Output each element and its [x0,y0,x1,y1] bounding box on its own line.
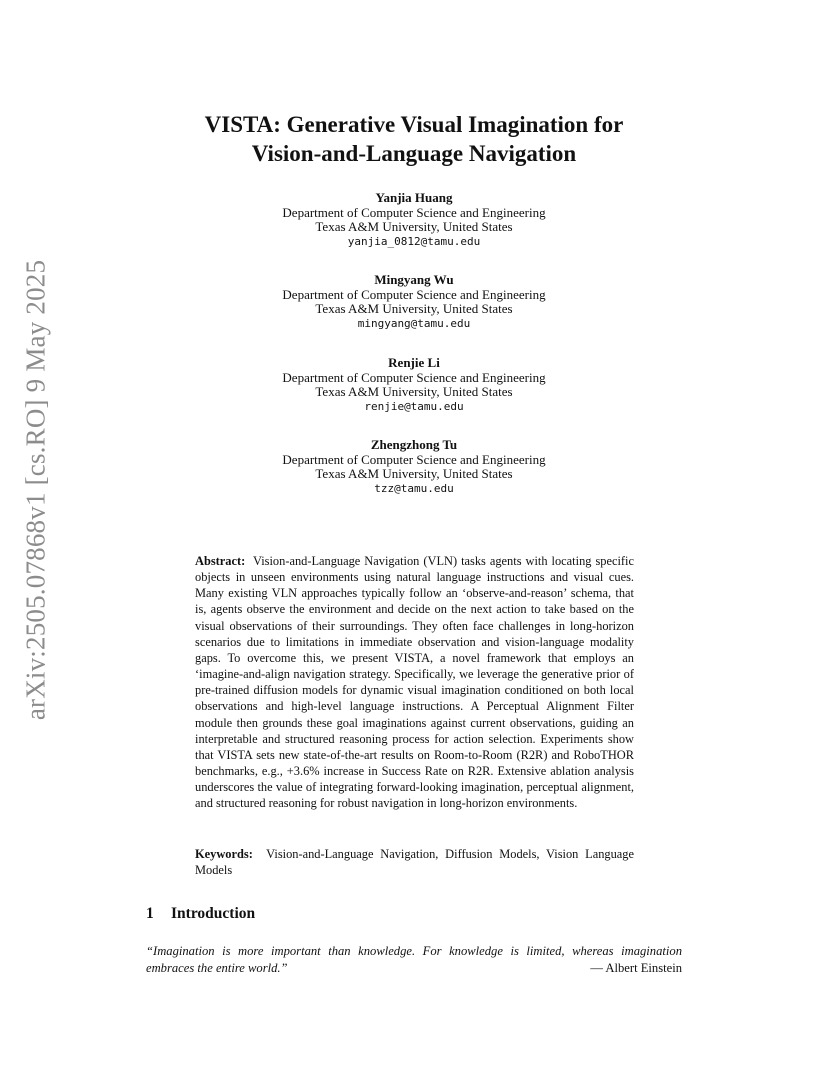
author-email: renjie@tamu.edu [364,400,464,414]
section-title: Introduction [171,905,256,922]
keywords-label: Keywords: [195,847,253,861]
author-email: mingyang@tamu.edu [357,317,471,331]
author-name: Mingyang Wu [374,272,454,287]
author-block [0,438,828,497]
abstract [195,553,634,812]
author-name: Renjie Li [388,355,440,370]
quote-text: “Imagination is more important than knowledge. For knowledge is limited, whereas imagination embraces the entire world.” [146,944,682,975]
epigraph-quote [146,943,682,976]
author-department: Department of Computer Science and Engineering [282,451,546,467]
author-affiliation: Texas A&M University, United States [315,466,513,482]
title-line-2: Vision-and-Language Navigation [251,141,577,166]
abstract-text: Vision-and-Language Navigation (VLN) tasks agents with locating specific objects in unseen environments using natural language instructions and visual cues. Many existing VLN approaches typically follow an ‘observe-and-reason’ schema, that is, agents observe the environment and decide on the next action to take based on the visual observations of their surroundings. They often face challenges in long-horizon scenarios due to limitations in immediate observation and vision-language modality gaps. To overcome this, we present VISTA, a novel framework that employs an ‘imagine-and-align navigation strategy. Specifically, we leverage the generative prior of pre-trained diffusion models for dynamic visual imagination conditioned on both local observations and high-level language instructions. A Perceptual Alignment Filter module then grounds these goal imaginations against current observations, guiding an interpretable and structured reasoning process for action selection. Experiments show that VISTA sets new state-of-the-art results on Room-to-Room (R2R) and RoboTHOR benchmarks, e.g., +3.6% increase in Success Rate on R2R. Extensive ablation analysis underscores the value of integrating forward-looking imagination, perceptual alignment, and structured reasoning for robust navigation in long-horizon environments. [195,554,634,811]
abstract-label: Abstract: [195,554,246,568]
author-department: Department of Computer Science and Engineering [282,204,546,220]
quote-attribution: — Albert Einstein [590,960,682,975]
author-block [0,273,828,332]
section-number: 1 [146,905,154,922]
author-affiliation: Texas A&M University, United States [315,384,513,400]
section-heading-introduction [146,905,255,923]
author-block [0,191,828,250]
title-line-1: VISTA: Generative Visual Imagination for [204,112,624,137]
author-block [0,356,828,415]
author-name: Yanjia Huang [375,190,453,205]
author-email: tzz@tamu.edu [374,482,454,496]
paper-title [0,110,828,168]
keywords-text: Vision-and-Language Navigation, Diffusion Models, Vision Language Models [195,847,634,878]
author-email: yanjia_0812@tamu.edu [347,235,481,249]
arxiv-identifier-stamp: arXiv:2505.07868v1 [cs.RO] 9 May 2025 [20,259,51,721]
author-department: Department of Computer Science and Engineering [282,286,546,302]
author-affiliation: Texas A&M University, United States [315,301,513,317]
author-affiliation: Texas A&M University, United States [315,219,513,235]
author-name: Zhengzhong Tu [370,437,458,452]
author-department: Department of Computer Science and Engineering [282,369,546,385]
keywords [195,846,634,878]
